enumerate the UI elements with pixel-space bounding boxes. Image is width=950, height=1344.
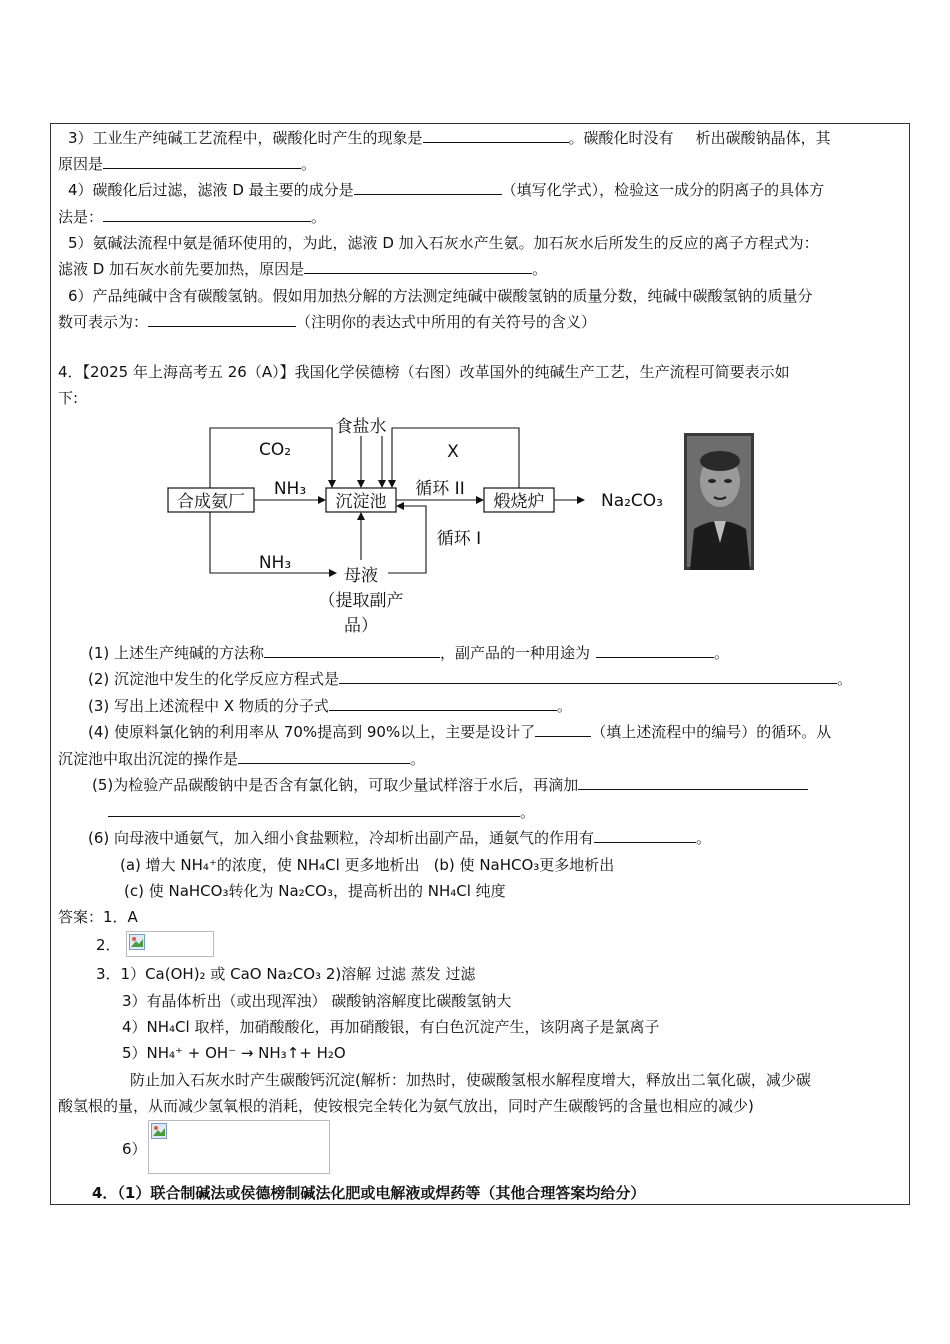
plant-label: 合成氨厂: [177, 492, 245, 512]
q4-intro: 4．【2025 年上海高考五 26（A）】我国化学侯德榜（右图）改革国外的纯碱生产工艺，生产流程可简要表示如: [58, 363, 790, 381]
answer-blank[interactable]: [423, 128, 569, 143]
product-label: Na₂CO₃: [600, 491, 664, 511]
answer-blank[interactable]: [329, 696, 557, 711]
extract-label-1: （提取副产: [318, 591, 404, 611]
answer-3-5: 5）NH₄⁺ + OH⁻ → NH₃↑+ H₂O: [122, 1044, 346, 1062]
q4-options-ab: (a) 增大 NH₄⁺的浓度，使 NH₄Cl 更多地析出 (b) 使 NaHCO₃更多地析出: [120, 856, 615, 874]
answer-3-6: 6）: [122, 1140, 147, 1158]
q4-part2: (2) 沉淀池中发生的化学反应方程式是 。: [88, 670, 853, 688]
answer-blank[interactable]: [354, 180, 502, 195]
answer-2: 2．: [96, 936, 121, 954]
loop1-line: [388, 506, 426, 573]
q3-line5-cont: 滤液 D 加石灰水前先要加热，原因是 。: [58, 260, 548, 278]
q3-line6-cont: 数可表示为： （注明你的表达式中所用的有关符号的含义）: [58, 313, 597, 331]
answer-blank[interactable]: [108, 802, 520, 817]
extract-label-2: 品）: [344, 616, 378, 636]
answer-blank[interactable]: [594, 828, 696, 843]
nh3-top-label: NH₃: [273, 479, 307, 499]
mother-label: 母液: [344, 566, 378, 586]
broken-image-icon: [129, 934, 145, 950]
q3-line3-cont: 原因是 。: [58, 155, 317, 173]
answer-blank[interactable]: [578, 775, 808, 790]
broken-image-placeholder: [148, 1120, 330, 1174]
q4-part4-cont: 沉淀池中取出沉淀的操作是 。: [58, 750, 426, 768]
answer-blank[interactable]: [339, 669, 837, 684]
answer-4: 4．（1）联合制碱法或侯德榜制碱法化肥或电解液或焊药等（其他合理答案均给分）: [92, 1184, 646, 1202]
answer-blank[interactable]: [238, 749, 410, 764]
broken-image-placeholder: [126, 931, 214, 957]
tank-label: 沉淀池: [335, 492, 387, 512]
x-label: X: [447, 442, 459, 462]
answer-3-4: 4）NH₄Cl 取样，加硝酸酸化，再加硝酸银，有白色沉淀产生，该阴离子是氯离子: [122, 1018, 660, 1036]
answer-blank[interactable]: [535, 722, 591, 737]
nh3-bottom-label: NH₃: [258, 553, 292, 573]
q4-part6: (6) 向母液中通氨气，加入细小食盐颗粒，冷却析出副产品，通氨气的作用有 。: [88, 829, 712, 847]
q4-intro-cont: 下:: [58, 389, 79, 407]
q3-line4: 4）碳酸化后过滤，滤液 D 最主要的成分是 （填写化学式），检验这一成分的阴离子的具体方: [68, 181, 825, 199]
answer-3-5-explain-cont: 酸氢根的量，从而减少氢氧根的消耗，使铵根完全转化为氨气放出，同时产生碳酸钙的含量也相应的减少): [58, 1097, 754, 1115]
q4-part5: (5)为检验产品碳酸钠中是否含有氯化钠，可取少量试样溶于水后，再滴加: [92, 775, 808, 795]
co2-label: CO₂: [258, 440, 292, 460]
q4-part4: (4) 使原料氯化钠的利用率从 70%提高到 90%以上，主要是设计了 （填上述流程中的编号）的循环。从: [88, 723, 832, 741]
answers-head: 答案：1．A: [58, 908, 138, 926]
q4-part3: (3) 写出上述流程中 X 物质的分子式 。: [88, 697, 572, 715]
process-flow-diagram: [160, 410, 680, 640]
answer-blank[interactable]: [148, 312, 296, 327]
q3-line6: 6）产品纯碱中含有碳酸氢钠。假如用加热分解的方法测定纯碱中碳酸氢钠的质量分数，纯碱中碳酸氢钠的质量分: [68, 287, 813, 305]
answer-blank[interactable]: [304, 259, 532, 274]
loop2-label: 循环 II: [415, 479, 465, 499]
hou-debang-portrait: [684, 433, 754, 570]
answer-blank[interactable]: [103, 154, 301, 169]
loop1-label: 循环 I: [436, 529, 482, 549]
answer-3-5-explain: 防止加入石灰水时产生碳酸钙沉淀(解析：加热时，使碳酸氢根水解程度增大，释放出二氧化碳，减少碳: [130, 1071, 811, 1089]
answer-3-3: 3）有晶体析出（或出现浑浊） 碳酸钠溶解度比碳酸氢钠大: [122, 992, 512, 1010]
q4-option-c: (c) 使 NaHCO₃转化为 Na₂CO₃，提高析出的 NH₄Cl 纯度: [124, 882, 506, 900]
answer-blank[interactable]: [596, 643, 714, 658]
q3-line4-cont: 法是： 。: [58, 208, 327, 226]
q4-part1: (1) 上述生产纯碱的方法称 ，副产品的一种用途为 。: [88, 644, 730, 662]
furnace-label: 煅烧炉: [493, 492, 545, 512]
answer-blank[interactable]: [103, 207, 311, 222]
answer-3-1: 3．1）Ca(OH)₂ 或 CaO Na₂CO₃ 2)溶解 过滤 蒸发 过滤: [96, 965, 476, 983]
q3-line3: 3）工业生产纯碱工艺流程中，碳酸化时产生的现象是 。碳酸化时没有 析出碳酸钠晶体，其: [68, 129, 831, 147]
q4-part5-cont: 。: [108, 802, 535, 822]
broken-image-icon: [151, 1123, 167, 1139]
answer-blank[interactable]: [264, 643, 440, 658]
q3-line5: 5）氨碱法流程中氨是循环使用的，为此，滤液 D 加入石灰水产生氨。加石灰水后所发生的反应的离子方程式为：: [68, 234, 819, 252]
brine-label: 食盐水: [335, 417, 387, 437]
